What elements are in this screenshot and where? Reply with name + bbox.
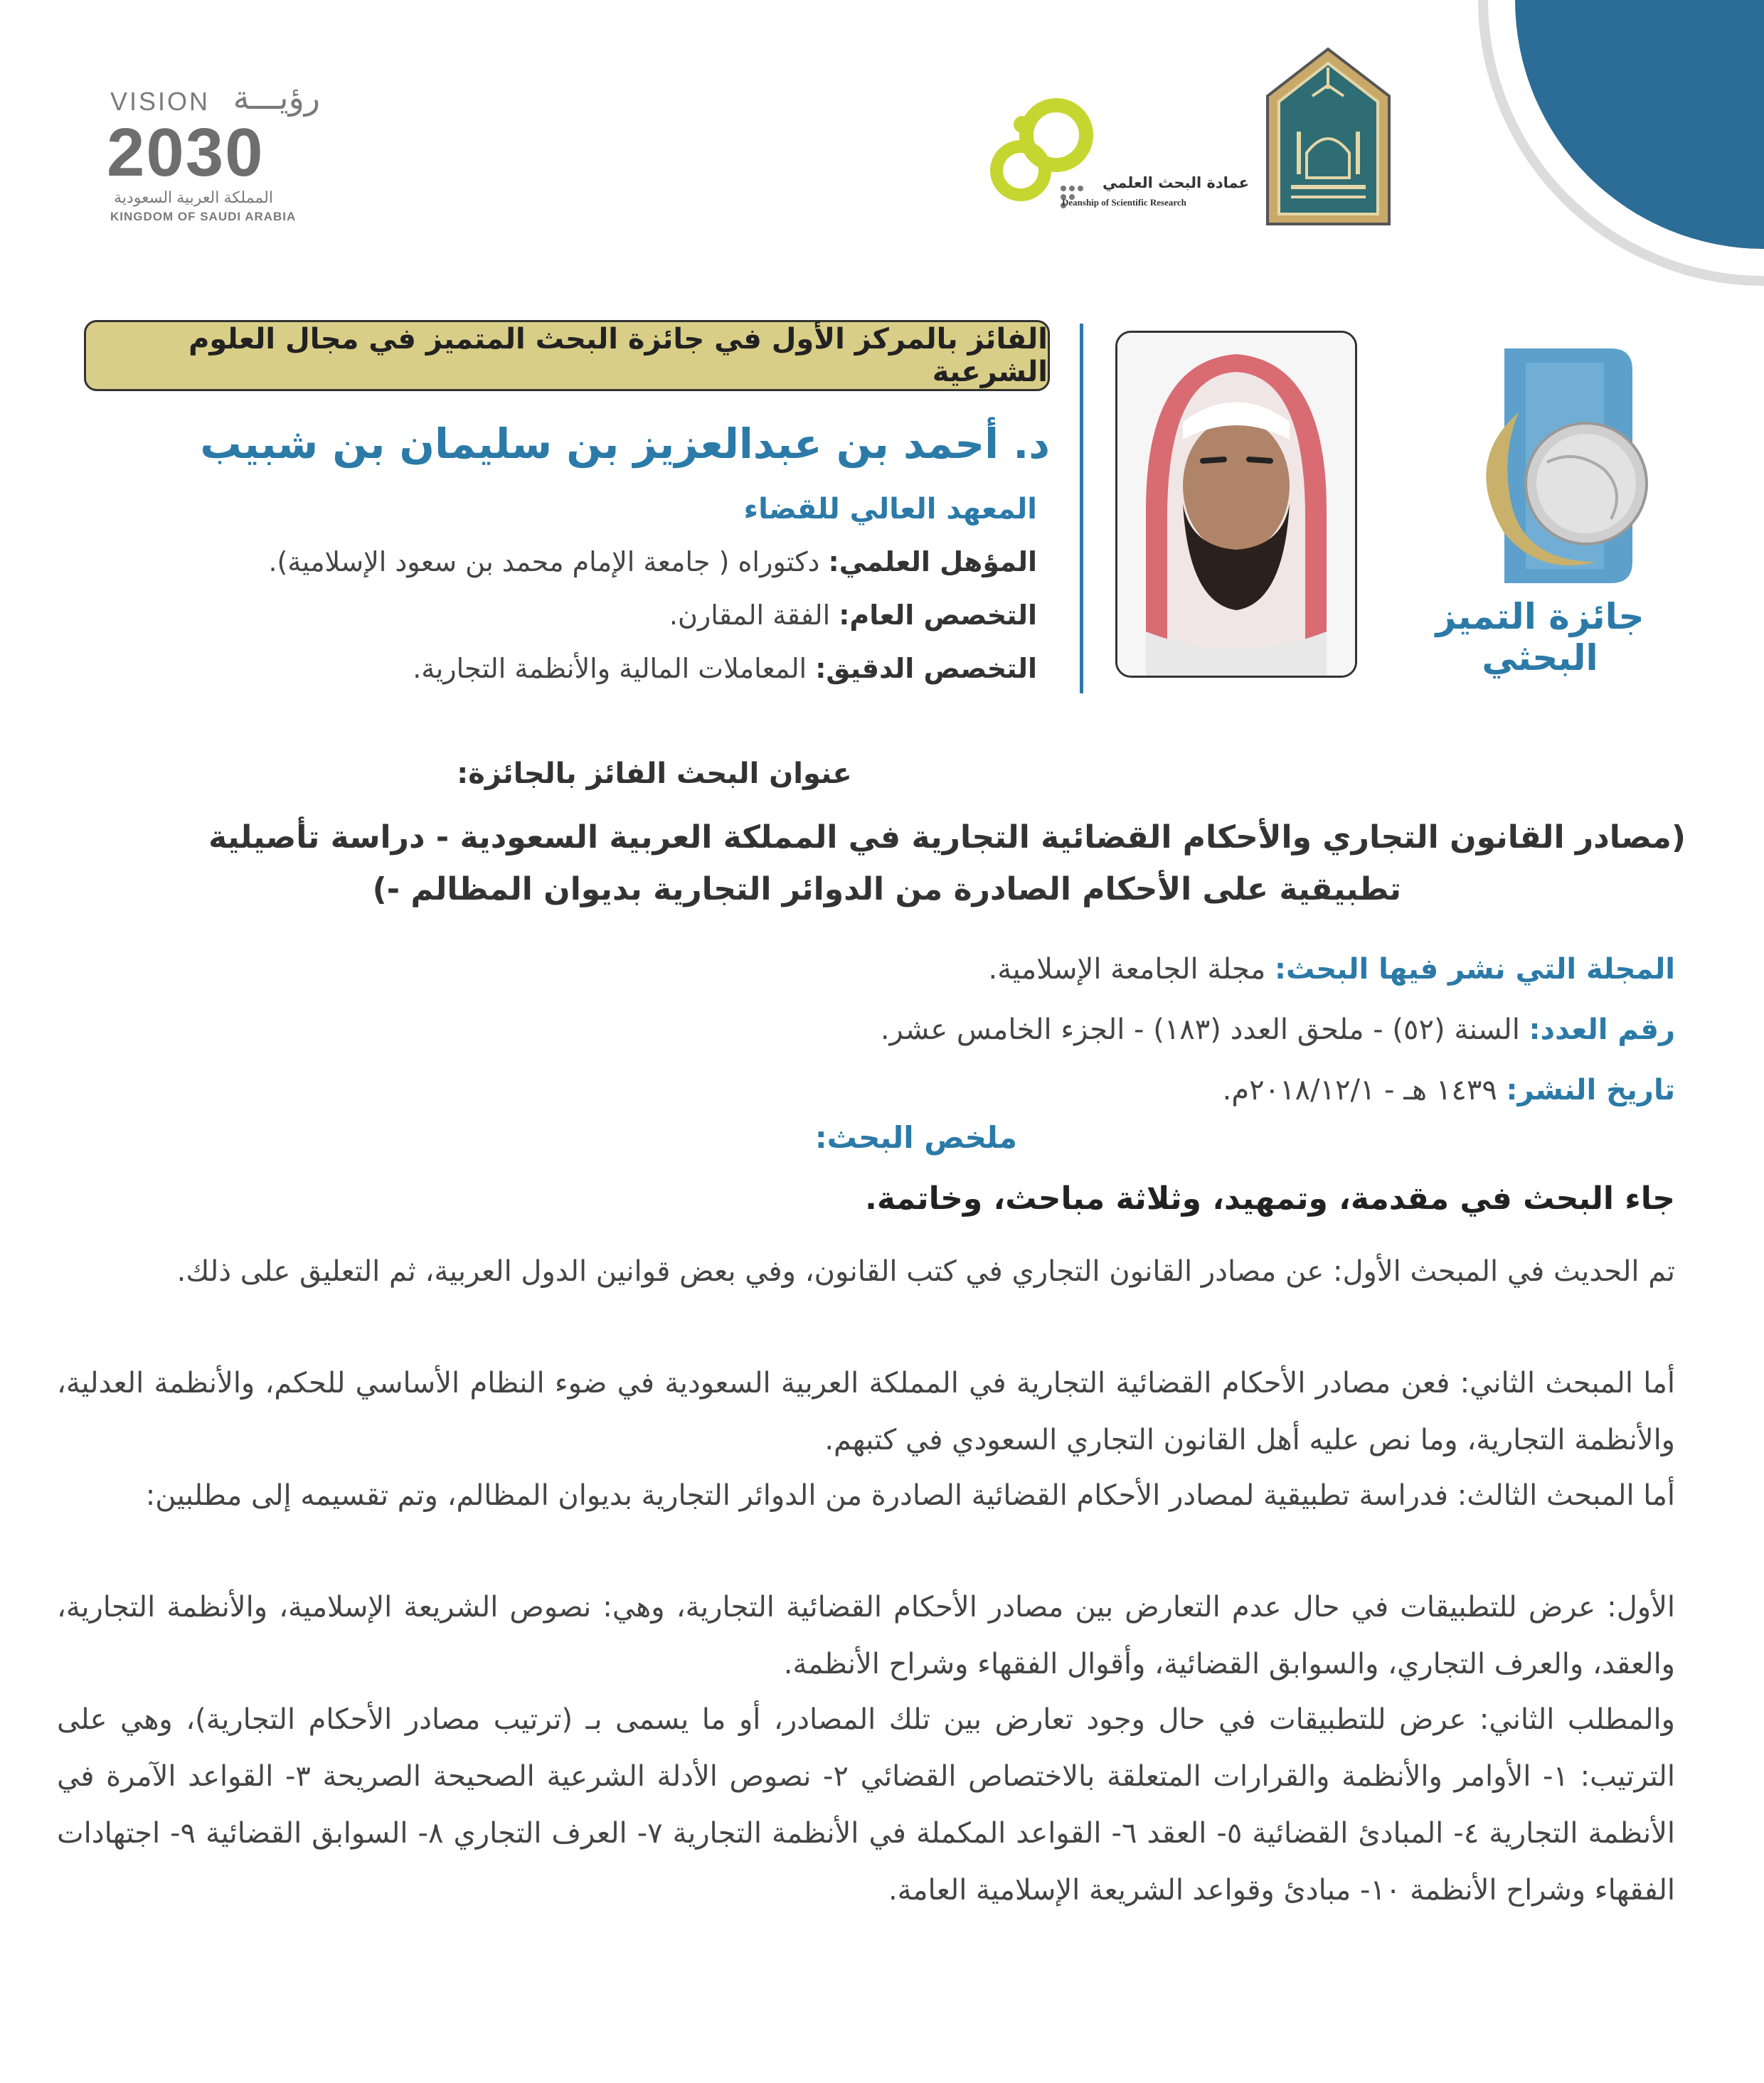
precise-specialization-label: التخصص الدقيق:: [815, 653, 1037, 684]
qualification-label: المؤهل العلمي:: [828, 546, 1037, 577]
deanship-english: Deanship of Scientific Research: [1062, 197, 1186, 208]
vision-year: 2030: [107, 114, 265, 191]
journal-value: مجلة الجامعة الإسلامية.: [988, 953, 1275, 986]
summary-paragraph: الأول: عرض للتطبيقات في حال عدم التعارض بين مصادر الأحكام القضائية التجارية، وهي: نصوص الشريعة الإسلامية، والأنظمة التجارية، والعقد، والعرف التجاري، والسوابق القضائية، وأقوال الفقهاء وشراح الأنظمة.: [57, 1591, 1675, 1680]
person-institute: المعهد العالي للقضاء: [743, 493, 1037, 526]
publication-date-line: [57, 1074, 1675, 1107]
precise-specialization-value: المعاملات المالية والأنظمة التجارية.: [413, 653, 816, 684]
publication-date-label: تاريخ النشر:: [1506, 1074, 1675, 1107]
qualification-value: دكتوراه ( جامعة الإمام محمد بن سعود الإسلامية).: [268, 546, 829, 577]
award-title-text: الفائز بالمركز الأول في جائزة البحث المتميز في مجال العلوم الشرعية: [188, 323, 1048, 388]
corner-decoration: [1408, 0, 1764, 356]
general-specialization-label: التخصص العام:: [839, 600, 1037, 631]
research-title-line-1: (مصادر القانون التجاري والأحكام القضائية التجارية في المملكة العربية السعودية - دراسة تأصيلية: [208, 819, 1686, 856]
issue-line: [57, 1013, 1675, 1046]
research-excellence-award-logo-icon: [1462, 348, 1668, 590]
general-specialization-value: الفقة المقارن.: [669, 600, 839, 631]
journal-line: [57, 953, 1675, 986]
journal-label: المجلة التي نشر فيها البحث:: [1275, 953, 1675, 986]
vision-arabic-word: رؤيـــة: [233, 79, 320, 116]
person-name: د. أحمد بن عبدالعزيز بن سليمان بن شبيب: [200, 420, 1050, 468]
general-specialization-line: [84, 600, 1037, 631]
issue-value: السنة (٥٢) - ملحق العدد (١٨٣) - الجزء الخامس عشر.: [880, 1013, 1529, 1046]
portrait-illustration: [1117, 333, 1355, 676]
award-logo-caption: جائزة التميز البحثي: [1435, 596, 1645, 678]
research-title-line-2: تطبيقية على الأحكام الصادرة من الدوائر التجارية بديوان المظالم -): [372, 871, 1401, 907]
summary-paragraph: أما المبحث الثالث: فدراسة تطبيقية لمصادر الأحكام القضائية الصادرة من الدوائر التجارية بديوان المظالم، وتم تقسيمه إلى مطلبين:: [145, 1479, 1675, 1512]
vision-english-word: VISION: [110, 87, 211, 116]
vision-kingdom-arabic: المملكة العربية السعودية: [114, 188, 273, 206]
summary-paragraph: تم الحديث في المبحث الأول: عن مصادر القانون التجاري في كتب القانون، وفي بعض قوانين الدول العربية، ثم التعليق على ذلك.: [176, 1255, 1675, 1288]
vision-kingdom-english: KINGDOM OF SAUDI ARABIA: [110, 210, 297, 223]
deanship-arabic: عمادة البحث العلمي: [1102, 174, 1249, 191]
vertical-divider: [1080, 324, 1083, 693]
imam-university-logo-icon: [1263, 46, 1394, 228]
publication-date-value: ١٤٣٩ هـ - ٢٠١٨/١٢/١م.: [1222, 1074, 1507, 1107]
qualification-line: [84, 546, 1037, 577]
research-title-heading: عنوان البحث الفائز بالجائزة:: [457, 757, 852, 790]
vision-2030-logo: [107, 78, 320, 228]
precise-specialization-line: [84, 653, 1037, 684]
summary-intro: جاء البحث في مقدمة، وتمهيد، وثلاثة مباحث، وخاتمة.: [865, 1181, 1675, 1217]
person-photo: [1115, 331, 1357, 678]
summary-paragraph: والمطلب الثاني: عرض للتطبيقات في حال وجود تعارض بين تلك المصادر، أو ما يسمى بـ (ترتيب مصادر الأحكام التجارية)، وهي على الترتيب: ١- الأوامر والأنظمة والقرارات المتعلقة بالاختصاص القضائي ٢- نصوص الأدلة الشرعية الصحيحة الصريحة ٣- القواعد الآمرة في الأنظمة التجارية ٤- المبادئ القضائية ٥- العقد ٦- القواعد المكملة في الأنظمة التجارية ٧- العرف التجاري ٨- السوابق القضائية ٩- اجتهادات الفقهاء وشراح الأنظمة ١٠- مبادئ وقواعد الشريعة الإسلامية العامة.: [57, 1703, 1675, 1907]
deanship-logo: [978, 96, 1255, 217]
summary-paragraph: أما المبحث الثاني: فعن مصادر الأحكام القضائية التجارية في المملكة العربية السعودية في ضوء النظام الأساسي للحكم، والأنظمة العدلية، والأنظمة التجارية، وما نص عليه أهل القانون التجاري السعودي في كتبهم.: [57, 1367, 1675, 1456]
issue-label: رقم العدد:: [1529, 1013, 1675, 1046]
summary-heading: ملخص البحث:: [814, 1120, 1017, 1155]
award-title-box: [84, 320, 1050, 391]
